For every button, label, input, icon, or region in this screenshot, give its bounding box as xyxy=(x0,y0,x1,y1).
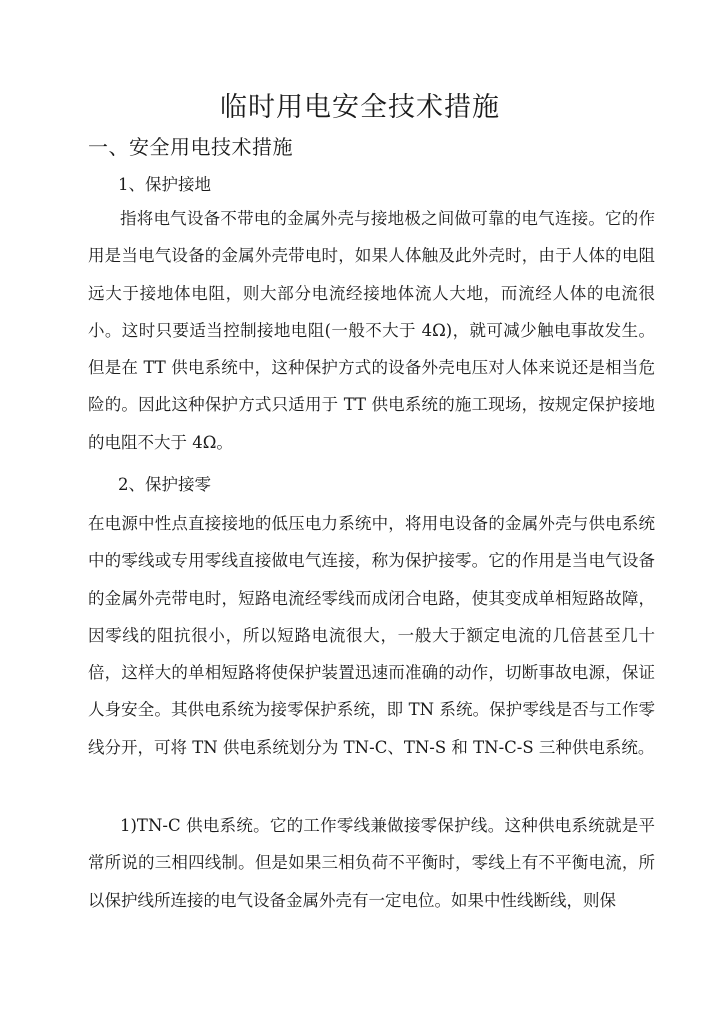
subsection-heading-grounding: 1、保护接地 xyxy=(118,175,211,194)
section-heading: 一、安全用电技术措施 xyxy=(88,135,293,159)
paragraph-protective-neutral: 在电源中性点直接接地的低压电力系统中，将用电设备的金属外壳与供电系统中的零线或专用零线直接做电气连接，称为保护接零。它的作用是当电气设备的金属外壳带电时，短路电流经零线而成闭合电路，使其变成单相短路故障，因零线的阻抗很小，所以短路电流很大，一般大于额定电流的几倍甚至几十倍，这样大的单相短路将使保护装置迅速而准确的动作，切断事故电源，保证人身安全。其供电系统为接零保护系统，即 TN 系统。保护零线是否与工作零线分开，可将 TN 供电系统划分为 TN-C、TN-S 和 TN-C-S 三种供电系统。 xyxy=(88,514,655,757)
page-title: 临时用电安全技术措施 xyxy=(220,92,500,123)
paragraph-tn-c-system: 1)TN-C 供电系统。它的工作零线兼做接零保护线。这种供电系统就是平常所说的三相四线制。但是如果三相负荷不平衡时，零线上有不平衡电流，所以保护线所连接的电气设备金属外壳有一定电位。如果中性线断线，则保 xyxy=(88,816,655,910)
paragraph-protective-grounding: 指将电气设备不带电的金属外壳与接地极之间做可靠的电气连接。它的作用是当电气设备的金属外壳带电时，如果人体触及此外壳时，由于人体的电阻远大于接地体电阻，则大部分电流经接地体流人大地，而流经人体的电流很小。这时只要适当控制接地电阻(一般不大于 4Ω)，就可减少触电事故发生。但是在 TT 供电系统中，这种保护方式的设备外壳电压对人体来说还是相当危险的。因此这种保护方式只适用于 TT 供电系统的施工现场，按规定保护接地的电阻不大于 4Ω。 xyxy=(88,209,655,452)
subsection-heading-neutral-connection: 2、保护接零 xyxy=(118,475,211,494)
